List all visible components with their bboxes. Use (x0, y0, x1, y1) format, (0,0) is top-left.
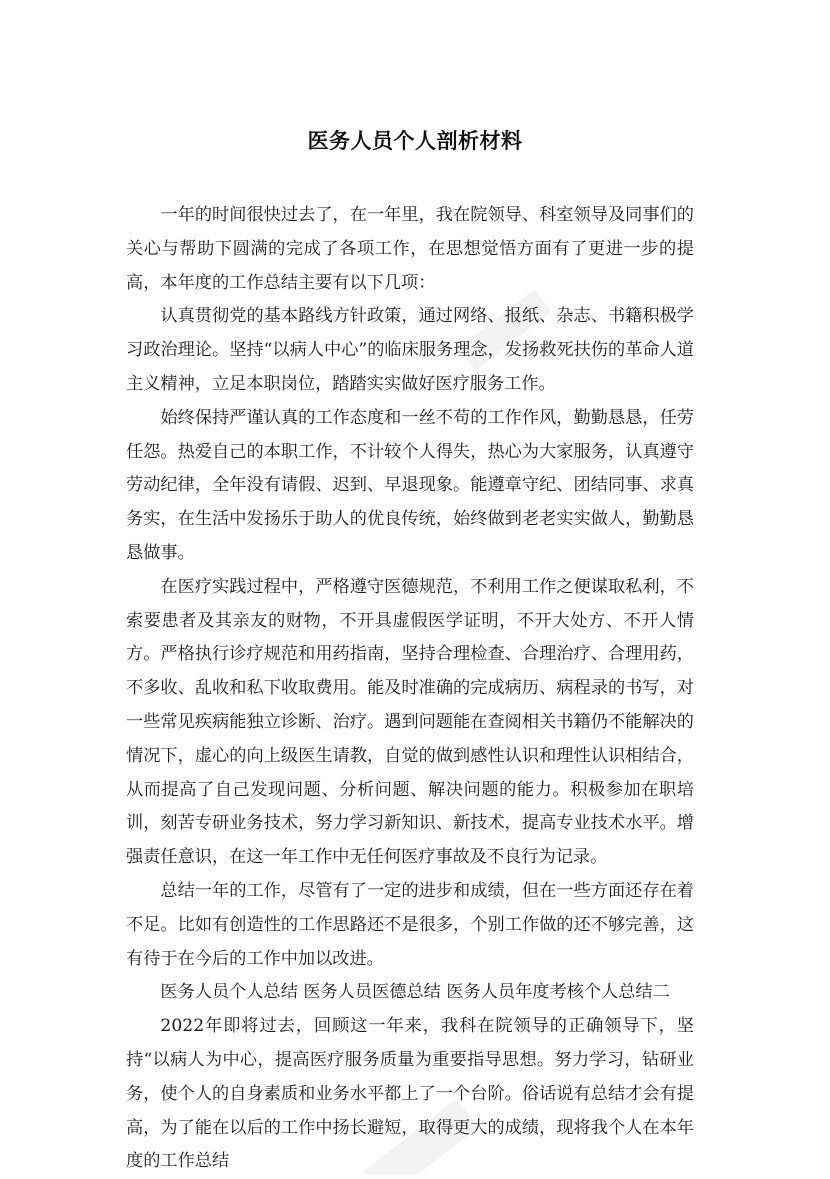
paragraph-summary: 总结一年的工作，尽管有了一定的进步和成绩，但在一些方面还存在着不足。比如有创造性的工作思路还不是很多，个别工作做的还不够完善，这有待于在今后的工作中加以改进。 (126, 880, 694, 969)
paragraph-2022: 2022年即将过去，回顾这一年来，我科在院领导的正确领导下，坚持“以病人为中心，提高医疗服务质量为重要指导思想。努力学习，钻研业务，使个人的自身素质和业务水平都上了一个台阶。俗话说有总结才会有提高，为了能在以后的工作中扬长避短，取得更大的成绩，现将我个人在本年度的工作总结 (126, 1016, 694, 1172)
paragraph-attitude: 始终保持严谨认真的工作态度和一丝不苟的工作作风，勤勤恳恳，任劳任怨。热爱自己的本职工作，不计较个人得失，热心为大家服务，认真遵守劳动纪律，全年没有请假、迟到、早退现象。能遵章守纪、团结同事、求真务实，在生活中发扬乐于助人的优良传统，始终做到老老实实做人，勤勤恳恳做事。 (126, 407, 694, 563)
document-title: 医务人员个人剖析材料 (307, 129, 523, 153)
paragraph-practice: 在医疗实践过程中，严格遵守医德规范，不利用工作之便谋取私利，不索要患者及其亲友的财物，不开具虚假医学证明，不开大处方、不开人情方。严格执行诊疗规范和用药指南，坚持合理检查、合理治疗、合理用药，不多收、乱收和私下收取费用。能及时准确的完成病历、病程录的书写，对一些常见疾病能独立诊断、治疗。遇到问题能在查阅相关书籍仍不能解决的情况下，虚心的向上级医生请教，自觉的做到感性认识和理性认识相结合，从而提高了自己发现问题、分析问题、解决问题的能力。积极参加在职培训，刻苦专研业务技术，努力学习新知识、新技术，提高专业技术水平。增强责任意识，在这一年工作中无任何医疗事故及不良行为记录。 (126, 576, 694, 868)
document-body (126, 199, 694, 1179)
paragraph-politics: 认真贯彻党的基本路线方针政策，通过网络、报纸、杂志、书籍积极学习政治理论。坚持“以病人中心”的临床服务理念，发扬救死扶伤的革命人道主义精神，立足本职岗位，踏踏实实做好医疗服务工作。 (126, 306, 694, 394)
paragraph-intro: 一年的时间很快过去了，在一年里，我在院领导、科室领导及同事们的关心与帮助下圆满的完成了各项工作，在思想觉悟方面有了更进一步的提高，本年度的工作总结主要有以下几项： (126, 205, 694, 293)
paragraph-section-heading: 医务人员个人总结 医务人员医德总结 医务人员年度考核个人总结二 (160, 982, 670, 1003)
